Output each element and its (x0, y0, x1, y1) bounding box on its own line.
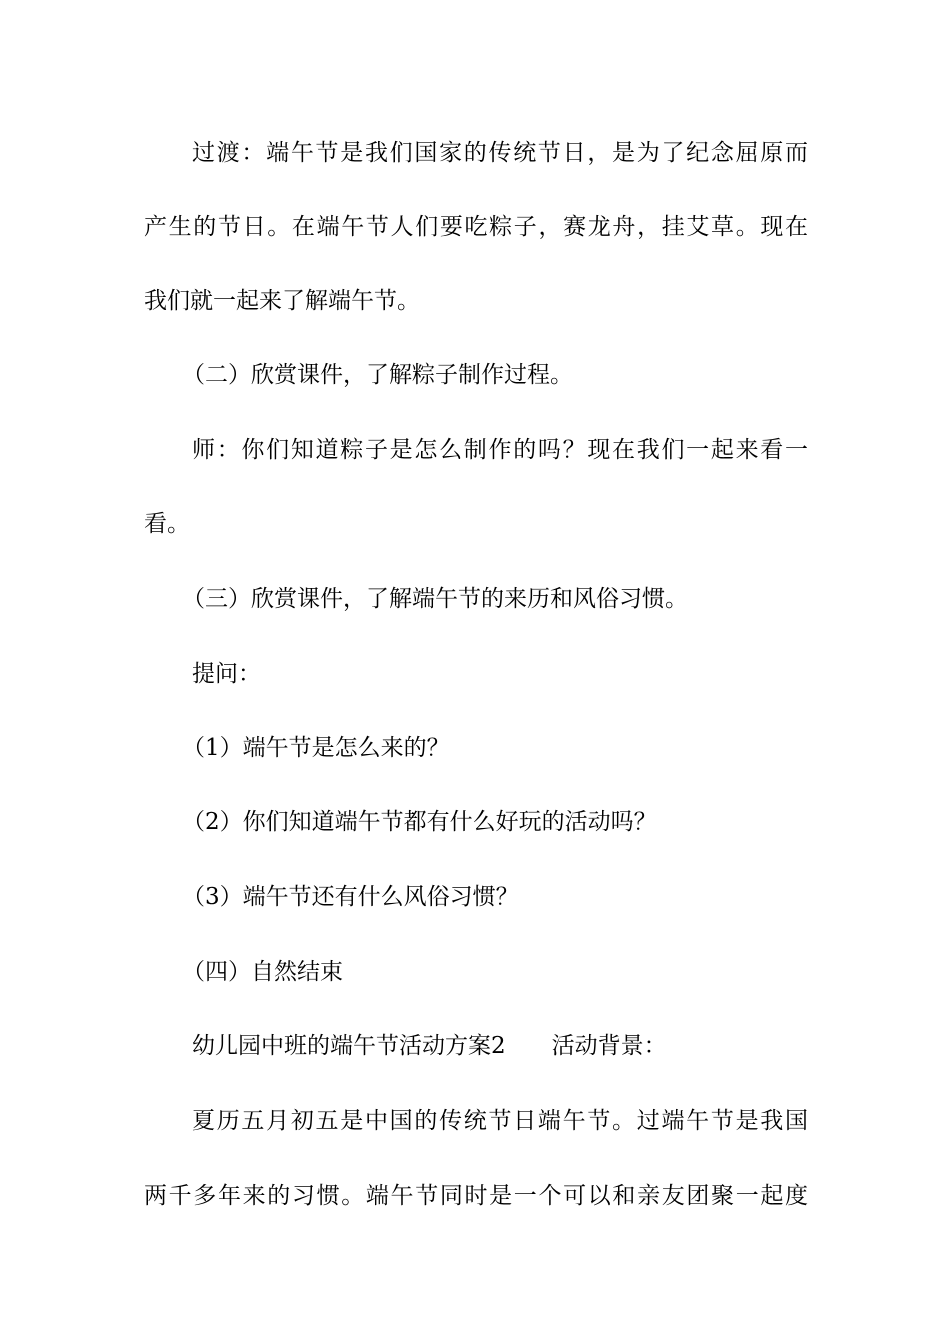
plan-title-line (192, 1031, 808, 1061)
list-item: （1）端午节是怎么来的？ (182, 735, 450, 761)
section-heading: （四）自然结束 (182, 959, 343, 985)
section-heading: （三）欣赏课件，了解端午节的来历和风俗习惯。 (182, 586, 688, 612)
list-item: （2）你们知道端午节都有什么好玩的活动吗？ (182, 809, 657, 835)
section-heading: （二）欣赏课件，了解粽子制作过程。 (182, 362, 573, 388)
paragraph-line: 师：你们知道粽子是怎么制作的吗？现在我们一起来看一 (192, 437, 808, 463)
paragraph-line: 夏历五月初五是中国的传统节日端午节。过端午节是我国 (192, 1108, 808, 1134)
section-label: 活动背景： (551, 1033, 667, 1059)
paragraph-line: 提问： (192, 661, 261, 687)
list-item: （3）端午节还有什么风俗习惯？ (182, 884, 519, 910)
paragraph-line: 看。 (144, 511, 190, 537)
paragraph-line: 过渡：端午节是我们国家的传统节日，是为了纪念屈原而 (192, 140, 808, 166)
paragraph-line: 两千多年来的习惯。端午节同时是一个可以和亲友团聚一起度 (144, 1183, 808, 1209)
plan-title: 幼儿园中班的端午节活动方案2 (192, 1033, 506, 1059)
paragraph-line: 我们就一起来了解端午节。 (144, 288, 420, 314)
paragraph-line: 产生的节日。在端午节人们要吃粽子，赛龙舟，挂艾草。现在 (144, 214, 808, 240)
